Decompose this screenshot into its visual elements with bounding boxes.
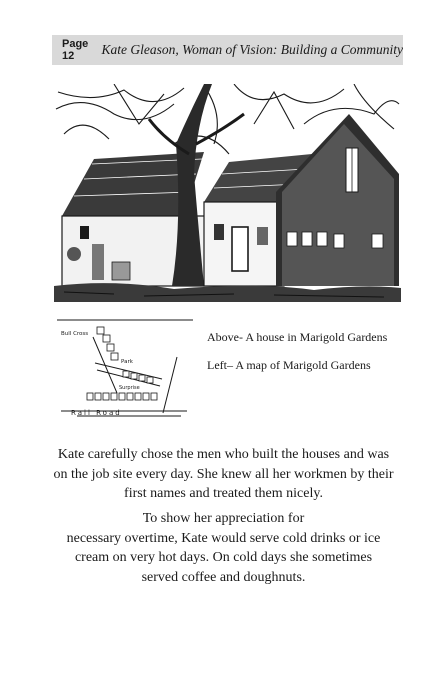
paragraph-line: cream on very hot days. On cold days she sometimes [74,550,373,565]
paragraph-appreciation [50,509,397,587]
caption-house: Above- A house in Marigold Gardens [207,330,388,344]
paragraph-workmen: Kate carefully chose the men who built the houses and was on the job site every day. She knew all her workmen by their first names and treated them nicely. [53,447,394,501]
map-label-park: Park [121,359,133,365]
running-title: Kate Gleason, Woman of Vision: Building a Community [101,42,403,57]
page-header [52,35,403,65]
marigold-gardens-map [57,317,193,419]
paragraph-line: served coffee and doughnuts. [141,569,306,585]
house-sketch [54,84,401,302]
paragraph-line: necessary overtime, Kate would serve cold drinks or ice [66,530,381,546]
map-label-bull-cross: Bull Cross [61,331,89,337]
map-label-surprise: Surprise [119,385,140,391]
paragraph-line: To show her appreciation for [142,511,305,526]
page-number: Page 12 [62,38,89,62]
map-label-rail-road: Rail Road [71,409,122,417]
caption-map: Left– A map of Marigold Gardens [207,358,371,372]
